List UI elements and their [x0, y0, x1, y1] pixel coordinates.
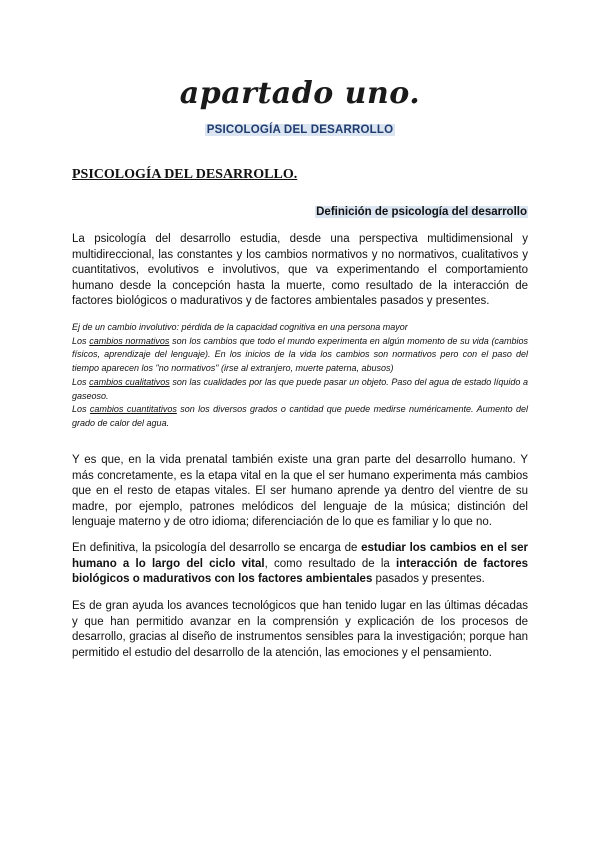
term-quantitative: cambios cuantitativos [89, 404, 177, 415]
section-heading: PSICOLOGÍA DEL DESARROLLO. [72, 167, 298, 182]
prenatal-paragraph: Y es que, en la vida prenatal también existe una gran parte del desarrollo humano. Y más concretamente, es la etapa vital en la que el ser humano experimenta más cambios que en el resto de etapas vitales. El ser humano aprende ya dentro del vientre de su madre, por ejemplo, patrones melódicos del lenguaje de la música; distinción del lenguaje materno y de otro idioma; diferenciación de lo que es familiar y lo que no. [72, 454, 528, 529]
summary-bold-1: estudiar los cambios en el ser humano a lo largo del ciclo vital [72, 542, 528, 570]
term-qualitative: cambios cualitativos [89, 376, 170, 387]
chapter-subtitle-wrap [0, 120, 600, 138]
summary-bold-2: interacción de factores biológicos o madurativos con los factores ambientales [72, 557, 528, 586]
example-quantitative: Los cambios cuantitativos son los diversos grados o cantidad que puede medirse numéricamente. Aumento del grado de calor del agua. [72, 404, 529, 428]
example-normative: Los cambios normativos son los cambios que todo el mundo experimenta en algún momento de su vida (cambios físicos, aprendizaje del lenguaje). En los inicios de la vida los cambios son normativos pero con el paso del tiempo aparecen los "no normativos" (irse al extranjero, muerte paterna, abusos) [72, 335, 529, 374]
term-normative: cambios normativos [89, 335, 170, 346]
chapter-title: apartado uno. [179, 76, 421, 111]
examples-block [72, 321, 528, 431]
chapter-subtitle: PSICOLOGÍA DEL DESARROLLO [206, 124, 394, 136]
technology-paragraph: Es de gran ayuda los avances tecnológicos que han tenido lugar en las últimas décadas y que han permitido avanzar en la comprensión y explicación de los procesos de desarrollo, gracias al diseño de instrumentos sensibles para la investigación; porque han permitido el estudio del desarrollo de la atención, las emociones y el pensamiento. [72, 600, 528, 659]
example-involutive: Ej de un cambio involutivo: pérdida de la capacidad cognitiva en una persona mayor [72, 322, 408, 332]
definition-heading: Definición de psicología del desarrollo [316, 206, 527, 218]
intro-paragraph: La psicología del desarrollo estudia, desde una perspectiva multidimensional y multidireccional, las constantes y los cambios normativos y no normativos, cualitativos y cuantitativos, evolutivos e involutivos, que va experimentando el comportamiento humano desde la concepción hasta la muerte, como resultado de la interacción de factores biológicos o madurativos y de factores ambientales pasados y presentes. [72, 233, 528, 308]
definition-heading-wrap [315, 202, 528, 220]
example-qualitative: Los cambios cualitativos son las cualidades por las que puede pasar un objeto. Paso del agua de estado líquido a gaseoso. [72, 376, 528, 401]
summary-paragraph: En definitiva, la psicología del desarrollo se encarga de estudiar los cambios en el ser humano a lo largo del ciclo vital, como resultado de la interacción de factores biológicos o madurativos con los factores ambientales pasados y presentes. [72, 542, 528, 586]
